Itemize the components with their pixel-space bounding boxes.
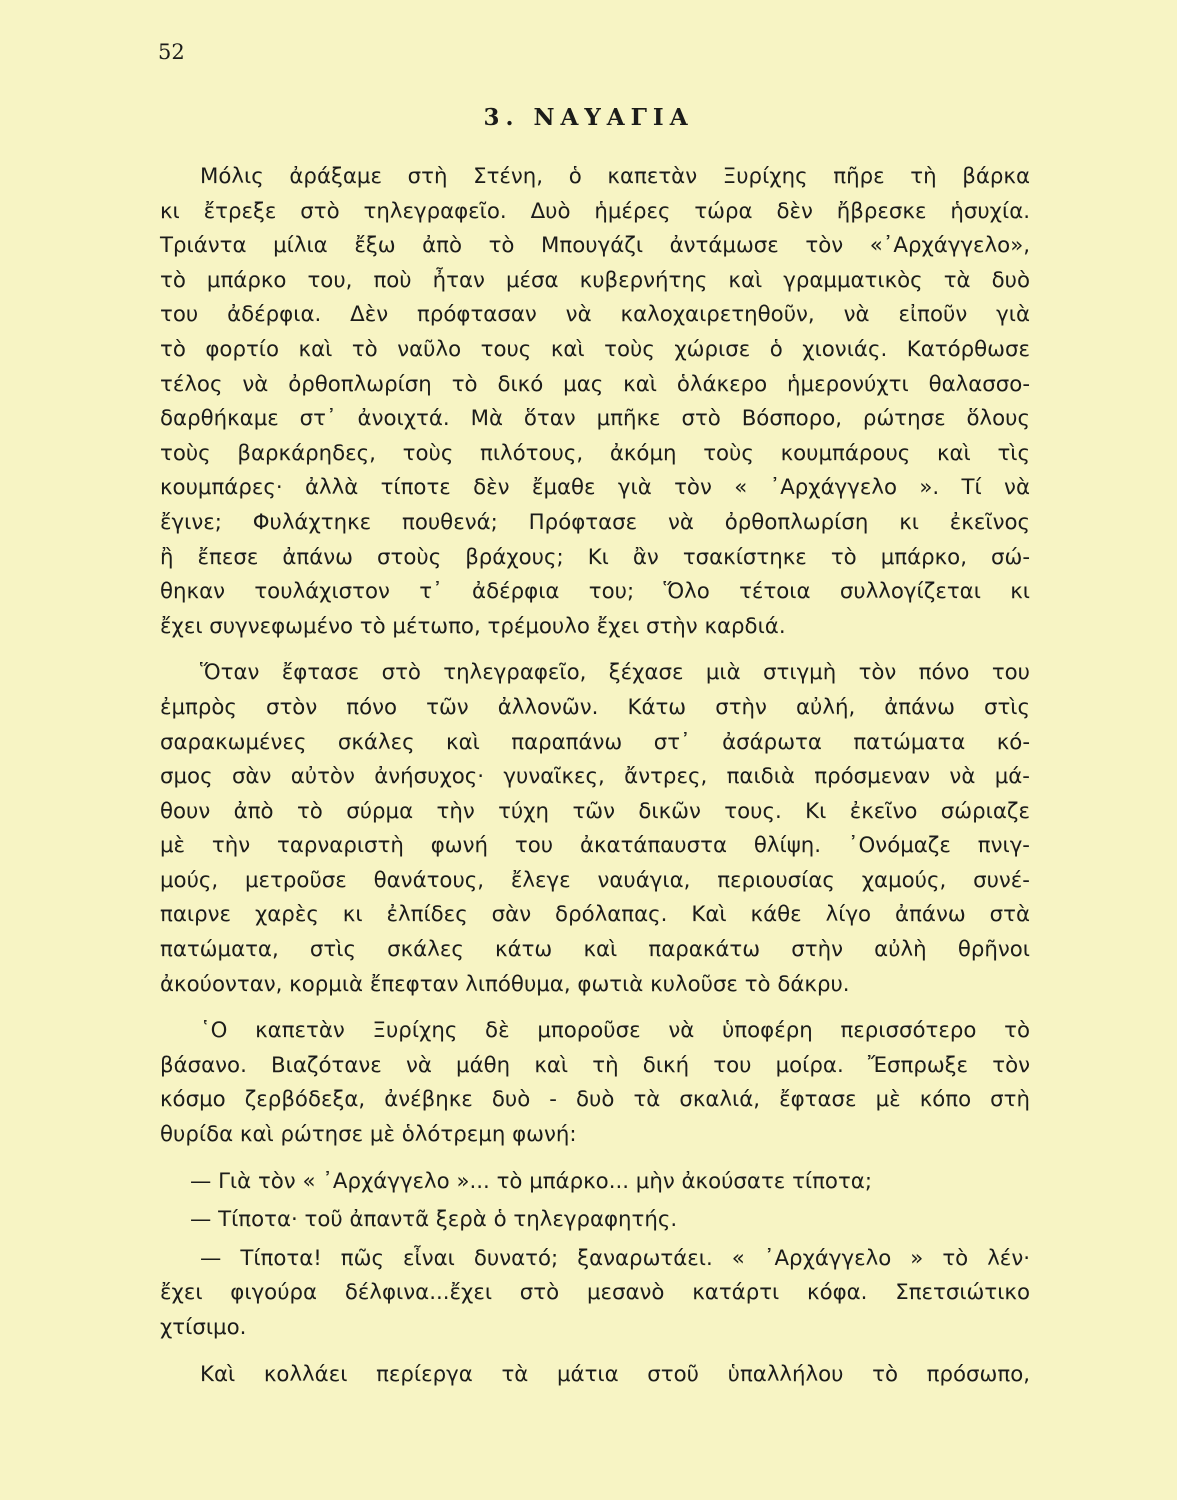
paragraph-3 — [160, 1014, 1030, 1152]
text-line: Τριάντα μίλια ἔξω ἀπὸ τὸ Μπουγάζι ἀντάμωσε τὸν «᾿Αρχάγγελο», — [160, 233, 1030, 259]
text-line: χτίσιμο. — [160, 1315, 247, 1340]
text-line: Καὶ κολλάει περίεργα τὰ μάτια στοῦ ὑπαλλήλου τὸ πρόσωπο, — [200, 1361, 1030, 1387]
text-line: σαρακωμένες σκάλες καὶ παραπάνω στ᾿ ἀσάρωτα πατώματα κό- — [160, 729, 1030, 755]
text-line: ἔχει συγνεφωμένο τὸ μέτωπο, τρέμουλο ἔχει στὴν καρδιά. — [160, 613, 786, 639]
dialogue-line-2 — [160, 1203, 1030, 1238]
text-line: ἔγινε; Φυλάχτηκε πουθενά; Πρόφτασε νὰ ὀρθοπλωρίση κι ἐκεῖνος — [160, 509, 1030, 535]
text-line: — Γιὰ τὸν « ᾿Αρχάγγελο »... τὸ μπάρκο... μὴν ἀκούσατε τίποτα; — [190, 1168, 872, 1194]
text-line: τὸ μπάρκο του, ποὺ ἦταν μέσα κυβερνήτης καὶ γραμματικὸς τὰ δυὸ — [160, 267, 1030, 293]
paragraph-1 — [160, 160, 1030, 644]
text-line: μούς, μετροῦσε θανάτους, ἔλεγε ναυάγια, περιουσίας χαμούς, συνέ- — [160, 867, 1030, 893]
text-line: ἀκούονταν, κορμιὰ ἔπεφταν λιπόθυμα, φωτιὰ κυλοῦσε τὸ δάκρυ. — [160, 971, 850, 997]
text-line: Ὅταν ἔφτασε στὸ τηλεγραφεῖο, ξέχασε μιὰ στιγμὴ τὸν πόνο του — [200, 660, 1030, 686]
text-line: θηκαν τουλάχιστον τ᾿ ἀδέρφια του; Ὅλο τέτοια συλλογίζεται κι — [160, 579, 1030, 605]
text-line: κουμπάρες· ἀλλὰ τίποτε δὲν ἔμαθε γιὰ τὸν « ᾿Αρχάγγελο ». Τί νὰ — [160, 475, 1030, 501]
text-line: του ἀδέρφια. Δὲν πρόφτασαν νὰ καλοχαιρετηθοῦν, νὰ εἰποῦν γιὰ — [160, 302, 1030, 328]
text-line: κόσμο ζερβόδεξα, ἀνέβηκε δυὸ - δυὸ τὰ σκαλιά, ἔφτασε μὲ κόπο στὴ — [160, 1087, 1030, 1113]
text-line: πατώματα, στὶς σκάλες κάτω καὶ παρακάτω στὴν αὐλὴ θρῆνοι — [160, 937, 1030, 963]
text-line: τοὺς βαρκάρηδες, τοὺς πιλότους, ἀκόμη τοὺς κουμπάρους καὶ τὶς — [160, 440, 1030, 466]
text-line: ἐμπρὸς στὸν πόνο τῶν ἀλλονῶν. Κάτω στὴν αὐλή, ἀπάνω στὶς — [160, 694, 1030, 720]
body-text — [160, 160, 1030, 1404]
text-line: βάσανο. Βιαζότανε νὰ μάθη καὶ τὴ δική του μοίρα. Ἔσπρωξε τὸν — [160, 1052, 1030, 1078]
page-number: 52 — [158, 40, 185, 64]
text-line: μὲ τὴν ταρναριστὴ φωνή του ἀκατάπαυστα θλίψη. ᾿Ονόμαζε πνιγ- — [160, 833, 1030, 859]
text-line: ἔχει φιγούρα δέλφινα...ἔχει στὸ μεσανὸ κατάρτι κόφα. Σπετσιώτικο — [160, 1280, 1030, 1306]
dialogue-line-3 — [160, 1242, 1030, 1346]
text-line: θυρίδα καὶ ρώτησε μὲ ὁλότρεμη φωνή: — [160, 1122, 577, 1148]
dialogue-line-1 — [160, 1165, 1030, 1200]
text-line: θουν ἀπὸ τὸ σύρμα τὴν τύχη τῶν δικῶν τους. Κι ἐκεῖνο σώριαζε — [160, 798, 1030, 824]
text-line: τὸ φορτίο καὶ τὸ ναῦλο τους καὶ τοὺς χώρισε ὁ χιονιάς. Κατόρθωσε — [160, 336, 1030, 362]
paragraph-final — [160, 1358, 1030, 1393]
text-line: κι ἔτρεξε στὸ τηλεγραφεῖο. Δυὸ ἡμέρες τώρα δὲν ἤβρεσκε ἡσυχία. — [160, 198, 1030, 224]
text-line: Μόλις ἀράξαμε στὴ Στένη, ὁ καπετὰν Ξυρίχης πῆρε τὴ βάρκα — [200, 164, 1030, 189]
text-line: δαρθήκαμε στ᾿ ἀνοιχτά. Μὰ ὅταν μπῆκε στὸ Βόσπορο, ρώτησε ὅλους — [160, 406, 1030, 432]
text-line: — Τίποτα· τοῦ ἀπαντᾶ ξερὰ ὁ τηλεγραφητής. — [190, 1207, 678, 1233]
paragraph-2 — [160, 656, 1030, 1002]
text-line: τέλος νὰ ὀρθοπλωρίση τὸ δικό μας καὶ ὁλάκερο ἡμερονύχτι θαλασσο- — [160, 371, 1030, 397]
chapter-title: 3. ΝΑΥΑΓΙΑ — [483, 104, 694, 131]
text-line: παιρνε χαρὲς κι ἐλπίδες σὰν δρόλαπας. Καὶ κάθε λίγο ἀπάνω στὰ — [160, 902, 1030, 928]
text-line: σμος σὰν αὐτὸν ἀνήσυχος· γυναῖκες, ἄντρες, παιδιὰ πρόσμεναν νὰ μά- — [160, 764, 1030, 790]
text-line: ἢ ἔπεσε ἀπάνω στοὺς βράχους; Κι ἂν τσακίστηκε τὸ μπάρκο, σώ- — [160, 544, 1030, 570]
text-line: — Τίποτα! πῶς εἶναι δυνατό; ξαναρωτάει. « ᾿Αρχάγγελο » τὸ λέν· — [200, 1245, 1030, 1271]
text-line: ῾Ο καπετὰν Ξυρίχης δὲ μποροῦσε νὰ ὑποφέρη περισσότερο τὸ — [200, 1018, 1030, 1044]
